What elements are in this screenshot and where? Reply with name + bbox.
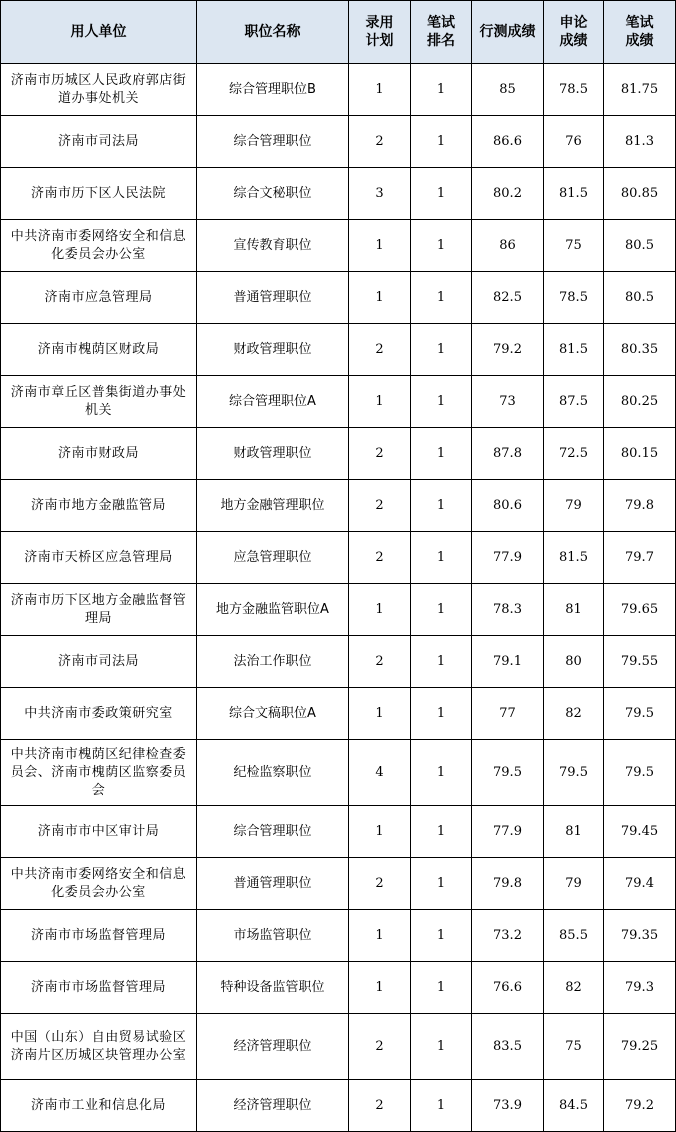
rank-cell: 1 <box>411 806 472 858</box>
position-cell: 法治工作职位 <box>197 636 349 688</box>
xingce-score-cell: 80.6 <box>472 480 544 532</box>
shenlun-score-cell: 81 <box>544 584 604 636</box>
table-row <box>1 168 676 220</box>
xingce-score-cell: 77.9 <box>472 806 544 858</box>
plan-cell: 2 <box>349 480 411 532</box>
shenlun-score-cell: 81.5 <box>544 532 604 584</box>
xingce-score-cell: 79.5 <box>472 740 544 806</box>
plan-cell: 1 <box>349 220 411 272</box>
position-cell: 综合管理职位B <box>197 64 349 116</box>
table-row <box>1 858 676 910</box>
rank-cell: 1 <box>411 962 472 1014</box>
table-row <box>1 480 676 532</box>
shenlun-score-cell: 79.5 <box>544 740 604 806</box>
position-cell: 综合管理职位 <box>197 116 349 168</box>
written-score-cell: 79.3 <box>604 962 676 1014</box>
rank-cell: 1 <box>411 740 472 806</box>
position-cell: 综合文稿职位A <box>197 688 349 740</box>
unit-cell: 中共济南市委政策研究室 <box>1 688 197 740</box>
unit-cell: 济南市工业和信息化局 <box>1 1080 197 1132</box>
table-row <box>1 584 676 636</box>
xingce-score-cell: 79.8 <box>472 858 544 910</box>
plan-cell: 2 <box>349 1080 411 1132</box>
rank-cell: 1 <box>411 480 472 532</box>
table-row <box>1 1014 676 1080</box>
unit-cell: 济南市市场监督管理局 <box>1 910 197 962</box>
table-row <box>1 806 676 858</box>
unit-cell: 中共济南市槐荫区纪律检查委员会、济南市槐荫区监察委员会 <box>1 740 197 806</box>
plan-cell: 1 <box>349 272 411 324</box>
position-cell: 地方金融监管职位A <box>197 584 349 636</box>
plan-cell: 1 <box>349 688 411 740</box>
shenlun-score-cell: 78.5 <box>544 272 604 324</box>
shenlun-score-cell: 72.5 <box>544 428 604 480</box>
rank-cell: 1 <box>411 858 472 910</box>
table-row <box>1 428 676 480</box>
rank-cell: 1 <box>411 1080 472 1132</box>
written-score-cell: 79.65 <box>604 584 676 636</box>
written-score-cell: 79.25 <box>604 1014 676 1080</box>
table-row <box>1 1080 676 1132</box>
unit-cell: 中共济南市委网络安全和信息化委员会办公室 <box>1 858 197 910</box>
written-score-cell: 80.15 <box>604 428 676 480</box>
xingce-score-cell: 73.9 <box>472 1080 544 1132</box>
position-cell: 特种设备监管职位 <box>197 962 349 1014</box>
table-row <box>1 740 676 806</box>
plan-cell: 2 <box>349 636 411 688</box>
table-row <box>1 910 676 962</box>
rank-cell: 1 <box>411 324 472 376</box>
plan-cell: 2 <box>349 1014 411 1080</box>
unit-cell: 济南市历下区地方金融监督管理局 <box>1 584 197 636</box>
plan-cell: 2 <box>349 532 411 584</box>
shenlun-score-cell: 79 <box>544 480 604 532</box>
unit-cell: 济南市地方金融监管局 <box>1 480 197 532</box>
xingce-score-cell: 76.6 <box>472 962 544 1014</box>
shenlun-score-cell: 82 <box>544 962 604 1014</box>
position-cell: 经济管理职位 <box>197 1014 349 1080</box>
position-cell: 财政管理职位 <box>197 324 349 376</box>
xingce-score-cell: 87.8 <box>472 428 544 480</box>
unit-cell: 济南市历城区人民政府郭店街道办事处机关 <box>1 64 197 116</box>
position-cell: 普通管理职位 <box>197 272 349 324</box>
written-score-cell: 79.4 <box>604 858 676 910</box>
written-score-cell: 79.7 <box>604 532 676 584</box>
position-cell: 地方金融管理职位 <box>197 480 349 532</box>
shenlun-score-cell: 80 <box>544 636 604 688</box>
rank-cell: 1 <box>411 272 472 324</box>
plan-cell: 1 <box>349 376 411 428</box>
shenlun-score-cell: 78.5 <box>544 64 604 116</box>
rank-cell: 1 <box>411 116 472 168</box>
written-score-cell: 79.2 <box>604 1080 676 1132</box>
plan-cell: 2 <box>349 116 411 168</box>
rank-cell: 1 <box>411 376 472 428</box>
table-row <box>1 688 676 740</box>
written-score-cell: 81.75 <box>604 64 676 116</box>
unit-cell: 济南市历下区人民法院 <box>1 168 197 220</box>
position-cell: 综合管理职位 <box>197 806 349 858</box>
shenlun-score-cell: 76 <box>544 116 604 168</box>
xingce-score-cell: 83.5 <box>472 1014 544 1080</box>
written-score-cell: 79.45 <box>604 806 676 858</box>
xingce-score-cell: 77 <box>472 688 544 740</box>
xingce-score-cell: 80.2 <box>472 168 544 220</box>
written-score-cell: 80.5 <box>604 272 676 324</box>
header-shenlun: 申论 成绩 <box>544 1 604 64</box>
table-row <box>1 272 676 324</box>
unit-cell: 济南市应急管理局 <box>1 272 197 324</box>
plan-cell: 2 <box>349 324 411 376</box>
rank-cell: 1 <box>411 584 472 636</box>
written-score-cell: 80.5 <box>604 220 676 272</box>
table-row <box>1 962 676 1014</box>
plan-cell: 2 <box>349 428 411 480</box>
written-score-cell: 79.5 <box>604 740 676 806</box>
written-score-cell: 79.5 <box>604 688 676 740</box>
table-row <box>1 636 676 688</box>
plan-cell: 1 <box>349 64 411 116</box>
written-score-cell: 80.25 <box>604 376 676 428</box>
position-cell: 纪检监察职位 <box>197 740 349 806</box>
rank-cell: 1 <box>411 220 472 272</box>
table-row <box>1 220 676 272</box>
plan-cell: 1 <box>349 584 411 636</box>
written-score-cell: 79.55 <box>604 636 676 688</box>
position-cell: 经济管理职位 <box>197 1080 349 1132</box>
shenlun-score-cell: 75 <box>544 1014 604 1080</box>
shenlun-score-cell: 81 <box>544 806 604 858</box>
xingce-score-cell: 86 <box>472 220 544 272</box>
table-row <box>1 532 676 584</box>
unit-cell: 中共济南市委网络安全和信息化委员会办公室 <box>1 220 197 272</box>
written-score-cell: 79.8 <box>604 480 676 532</box>
xingce-score-cell: 86.6 <box>472 116 544 168</box>
rank-cell: 1 <box>411 168 472 220</box>
rank-cell: 1 <box>411 64 472 116</box>
unit-cell: 济南市市场监督管理局 <box>1 962 197 1014</box>
unit-cell: 济南市财政局 <box>1 428 197 480</box>
shenlun-score-cell: 84.5 <box>544 1080 604 1132</box>
position-cell: 综合文秘职位 <box>197 168 349 220</box>
plan-cell: 1 <box>349 806 411 858</box>
xingce-score-cell: 77.9 <box>472 532 544 584</box>
position-cell: 综合管理职位A <box>197 376 349 428</box>
xingce-score-cell: 79.2 <box>472 324 544 376</box>
position-cell: 财政管理职位 <box>197 428 349 480</box>
header-unit: 用人单位 <box>1 1 197 64</box>
xingce-score-cell: 82.5 <box>472 272 544 324</box>
plan-cell: 3 <box>349 168 411 220</box>
plan-cell: 1 <box>349 910 411 962</box>
xingce-score-cell: 73 <box>472 376 544 428</box>
table-row <box>1 64 676 116</box>
position-cell: 应急管理职位 <box>197 532 349 584</box>
header-position: 职位名称 <box>197 1 349 64</box>
xingce-score-cell: 78.3 <box>472 584 544 636</box>
rank-cell: 1 <box>411 688 472 740</box>
written-score-cell: 80.35 <box>604 324 676 376</box>
header-rank: 笔试 排名 <box>411 1 472 64</box>
header-plan: 录用 计划 <box>349 1 411 64</box>
rank-cell: 1 <box>411 532 472 584</box>
plan-cell: 4 <box>349 740 411 806</box>
unit-cell: 济南市天桥区应急管理局 <box>1 532 197 584</box>
rank-cell: 1 <box>411 428 472 480</box>
xingce-score-cell: 73.2 <box>472 910 544 962</box>
unit-cell: 济南市司法局 <box>1 116 197 168</box>
written-score-cell: 79.35 <box>604 910 676 962</box>
table-row <box>1 116 676 168</box>
shenlun-score-cell: 85.5 <box>544 910 604 962</box>
shenlun-score-cell: 75 <box>544 220 604 272</box>
shenlun-score-cell: 82 <box>544 688 604 740</box>
position-cell: 普通管理职位 <box>197 858 349 910</box>
plan-cell: 1 <box>349 962 411 1014</box>
shenlun-score-cell: 81.5 <box>544 168 604 220</box>
table-row <box>1 376 676 428</box>
header-written: 笔试 成绩 <box>604 1 676 64</box>
position-cell: 宣传教育职位 <box>197 220 349 272</box>
xingce-score-cell: 79.1 <box>472 636 544 688</box>
rank-cell: 1 <box>411 1014 472 1080</box>
plan-cell: 2 <box>349 858 411 910</box>
unit-cell: 中国（山东）自由贸易试验区济南片区历城区块管理办公室 <box>1 1014 197 1080</box>
shenlun-score-cell: 87.5 <box>544 376 604 428</box>
unit-cell: 济南市章丘区普集街道办事处机关 <box>1 376 197 428</box>
written-score-cell: 81.3 <box>604 116 676 168</box>
unit-cell: 济南市槐荫区财政局 <box>1 324 197 376</box>
shenlun-score-cell: 79 <box>544 858 604 910</box>
unit-cell: 济南市司法局 <box>1 636 197 688</box>
position-cell: 市场监管职位 <box>197 910 349 962</box>
table-row <box>1 324 676 376</box>
rank-cell: 1 <box>411 910 472 962</box>
header-row <box>1 1 676 64</box>
written-score-cell: 80.85 <box>604 168 676 220</box>
header-xingce: 行测成绩 <box>472 1 544 64</box>
shenlun-score-cell: 81.5 <box>544 324 604 376</box>
rank-cell: 1 <box>411 636 472 688</box>
unit-cell: 济南市市中区审计局 <box>1 806 197 858</box>
xingce-score-cell: 85 <box>472 64 544 116</box>
